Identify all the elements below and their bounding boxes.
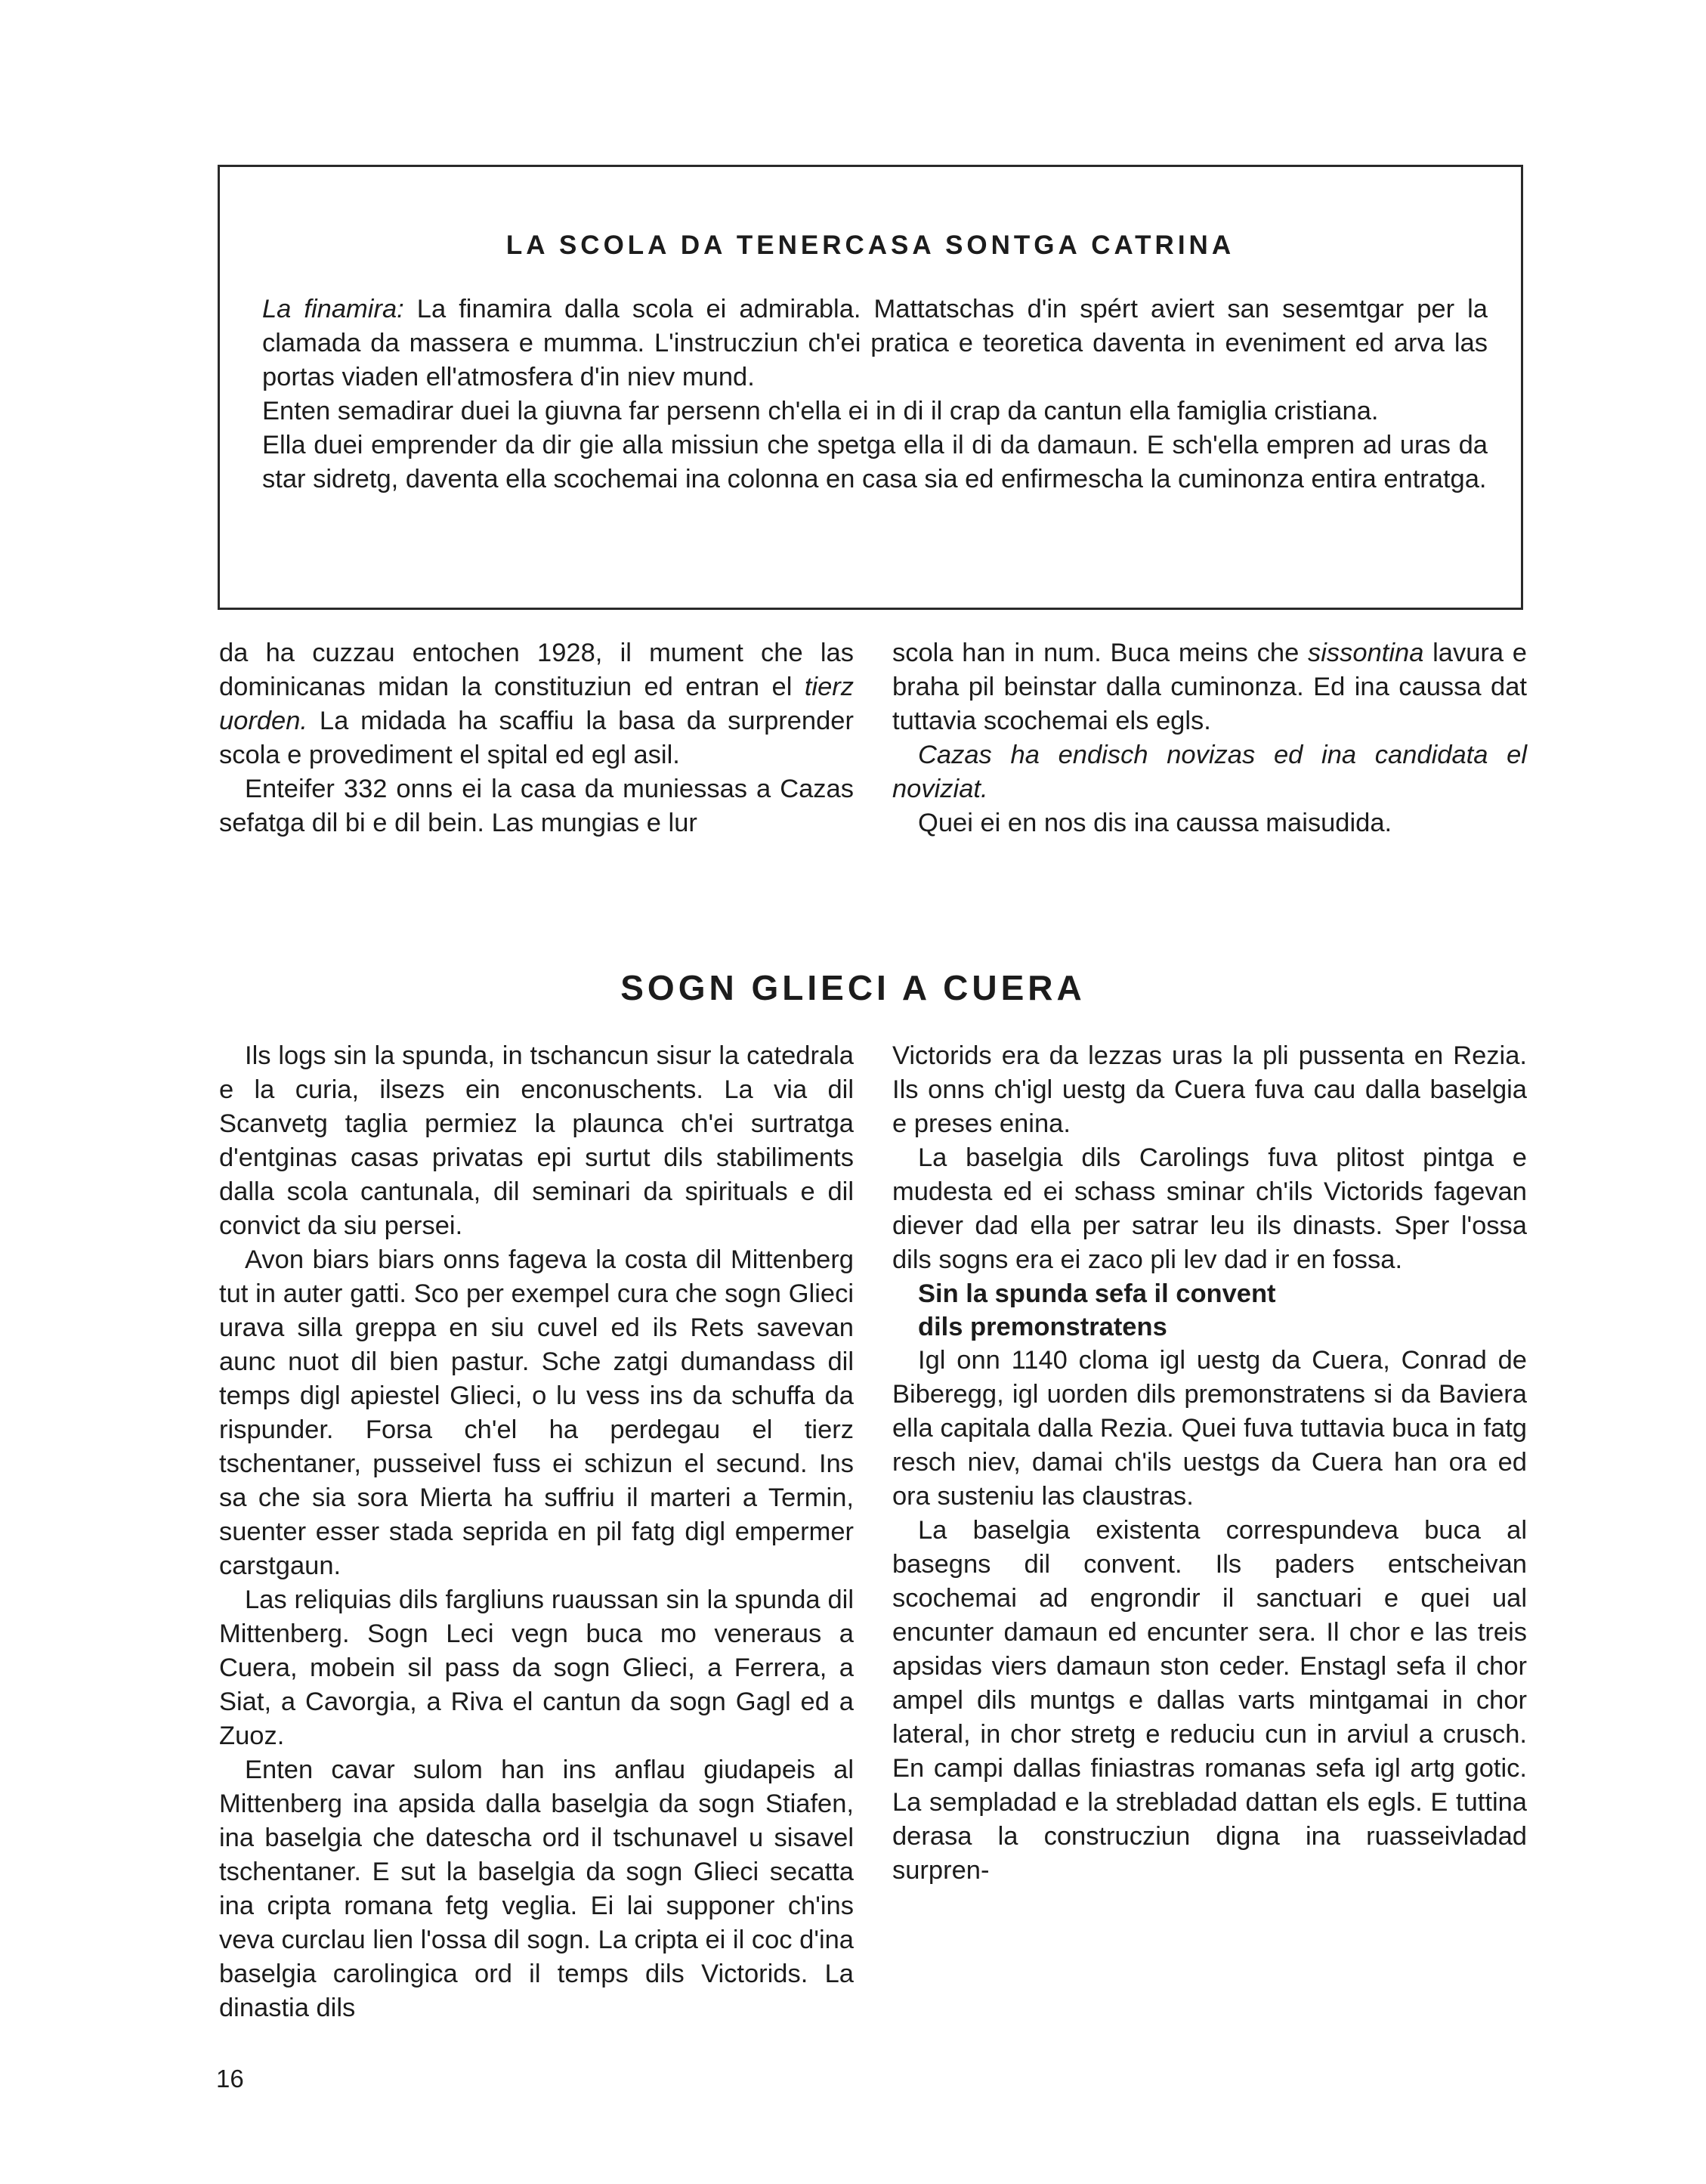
- lower-right-paragraph-3: Igl onn 1140 cloma igl uestg da Cuera, Conrad de Biberegg, igl uorden dils premonstratens si da Baviera ella capitala dalla Rezia. Quei fuva tuttavia buca in fatg resch niev, damai ch'ils uestgs da Cuera han ora ed ora susteniu las claustras.: [892, 1346, 1527, 1511]
- italic-run: tierz uorden.: [219, 673, 854, 735]
- sidebar-box: [218, 165, 1523, 610]
- upper-right-paragraph-3: Quei ei en nos dis ina caussa maisudida.: [918, 809, 1392, 837]
- italic-run: Cazas ha endisch novizas ed ina candidata el noviziat.: [892, 741, 1527, 803]
- subheading-line-2: dils premonstratens: [918, 1313, 1167, 1341]
- upper-left-paragraph-2: Enteifer 332 onns ei la casa da muniessas a Cazas sefatga dil bi e dil bein. Las mungias e lur: [219, 775, 854, 837]
- subheading-line-1: Sin la spunda sefa il convent: [918, 1279, 1276, 1308]
- lower-left-paragraph-3: Las reliquias dils fargliuns ruaussan sin la spunda dil Mittenberg. Sogn Leci vegn buca mo veneraus a Cuera, mobein sil pass da sogn Glieci, a Ferrera, a Siat, a Cavorgia, a Riva el cantun da sogn Gagl ed a Zuoz.: [219, 1585, 854, 1750]
- box-text: [262, 292, 1488, 497]
- subheading: [892, 1277, 1527, 1344]
- upper-right-paragraph-1: [892, 636, 1527, 738]
- box-title: LA SCOLA DA TENERCASA SONTGA CATRINA: [505, 230, 1235, 260]
- box-paragraph-1-text: La finamira dalla scola ei admirabla. Mattatschas d'in spért aviert san sesemtgar per la clamada da massera e mumma. L'instrucziun ch'ei pratica e teoretica daventa in eveniment ed arva las portas viaden ell'atmosfera d'in niev mund.: [262, 295, 1488, 391]
- lower-right-paragraph-2: La baselgia dils Carolings fuva plitost pintga e mudesta ed ei schass sminar ch'ils Victorids fagevan diever dad ella per satrar leu ils dinasts. Sper l'ossa dils sogns era ei zaco pli lev dad ir en fossa.: [892, 1143, 1527, 1274]
- box-paragraph-3: Ella duei emprender da dir gie alla missiun che spetga ella il di da damaun. E sch'ella empren ad uras da star sidretg, daventa ella scochemai ina colonna en casa sia ed enfirmescha la cuminonza entira entratga.: [262, 431, 1488, 493]
- lower-right-paragraph-1: Victorids era da lezzas uras la pli pussenta en Rezia. Ils onns ch'igl uestg da Cuera fuva cau dalla baselgia e preses enina.: [892, 1041, 1527, 1138]
- section-heading: SOGN GLIECI A CUERA: [620, 968, 1086, 1007]
- box-paragraph-1: [262, 292, 1488, 394]
- italic-run: sissontina: [1307, 639, 1424, 667]
- lower-left-paragraph-2: Avon biars biars onns fageva la costa dil Mittenberg tut in auter gatti. Sco per exempel cura che sogn Glieci urava silla greppa en siu cuvel ed ils Rets savevan aunc nuot dil bien pastur. Sche zatgi dumandass dil temps digl apiestel Glieci, o lu vess ins da schuffa da rispunder. Forsa ch'el ha perdegau el tierz tschentaner, pusseivel fuss ei schizun el secund. Ins sa che sia sora Mierta ha suffriu il marteri a Termin, suenter esser stada seprida en pil fatg digl empermer carstgaun.: [219, 1245, 854, 1580]
- text-run: da ha cuzzau entochen 1928, il mument che las dominicanas midan la constituziun ed entran el: [219, 639, 854, 701]
- lower-left-paragraph-4: Enten cavar sulom han ins anflau giudapeis al Mittenberg ina apsida dalla baselgia da sogn Stiafen, ina baselgia che datescha ord il tschunavel u sisavel tschentaner. E sut la baselgia da sogn Glieci secatta ina cripta romana fetg veglia. Ei lai supponer ch'ins veva curclau lien l'ossa dil sogn. La cripta ei il coc d'ina baselgia carolingica ord il temps dils Victorids. La dinastia dils: [219, 1756, 854, 2022]
- lower-right-paragraph-4: La baselgia existenta correspundeva buca al basegns dil convent. Ils paders entscheivan scochemai ad engrondir il sanctuari e quei ual encunter damaun ed encunter sera. Il chor e las treis apsidas viers damaun ston ceder. Enstagl sefa il chor ampel dils muntgs e dallas varts mintgamai in chor lateral, in chor stretg e reduciu cun in arviul a crusch. En campi dallas finiastras romanas sefa igl artg gotic. La sempladad e la strebladad dattan els egls. E tuttina derasa la construcziun digna ina ruasseivladad surpren-: [892, 1516, 1527, 1885]
- text-run: lavura e braha pil beinstar dalla cuminonza. Ed ina caussa dat tuttavia scochemai els egls.: [892, 639, 1527, 735]
- lower-left-paragraph-1: Ils logs sin la spunda, in tschancun sisur la catedrala e la curia, ilsezs ein enconuschents. La via dil Scanvetg taglia permiez la plaunca ch'ei surtratga d'entginas casas privatas epi surtut dils stabiliments dalla scola cantunala, dil seminari da spirituals e dil convict da siu persei.: [219, 1041, 854, 1240]
- text-run: scola han in num. Buca meins che: [892, 639, 1308, 667]
- box-paragraph-2: Enten semadirar duei la giuvna far persenn ch'ella ei in di il crap da cantun ella famiglia cristiana.: [262, 397, 1379, 425]
- lower-left-column: [219, 1039, 854, 2025]
- lower-right-column: [892, 1039, 1527, 1888]
- page-number: 16: [216, 2065, 244, 2093]
- text-run: La midada ha scaffiu la basa da surprender scola e provediment el spital ed egl asil.: [219, 707, 854, 769]
- upper-left-column: [219, 636, 854, 840]
- box-label-finamira: La finamira:: [262, 295, 404, 323]
- upper-right-column: [892, 636, 1527, 840]
- upper-left-paragraph-1: [219, 636, 854, 772]
- upper-right-paragraph-2: [892, 738, 1527, 806]
